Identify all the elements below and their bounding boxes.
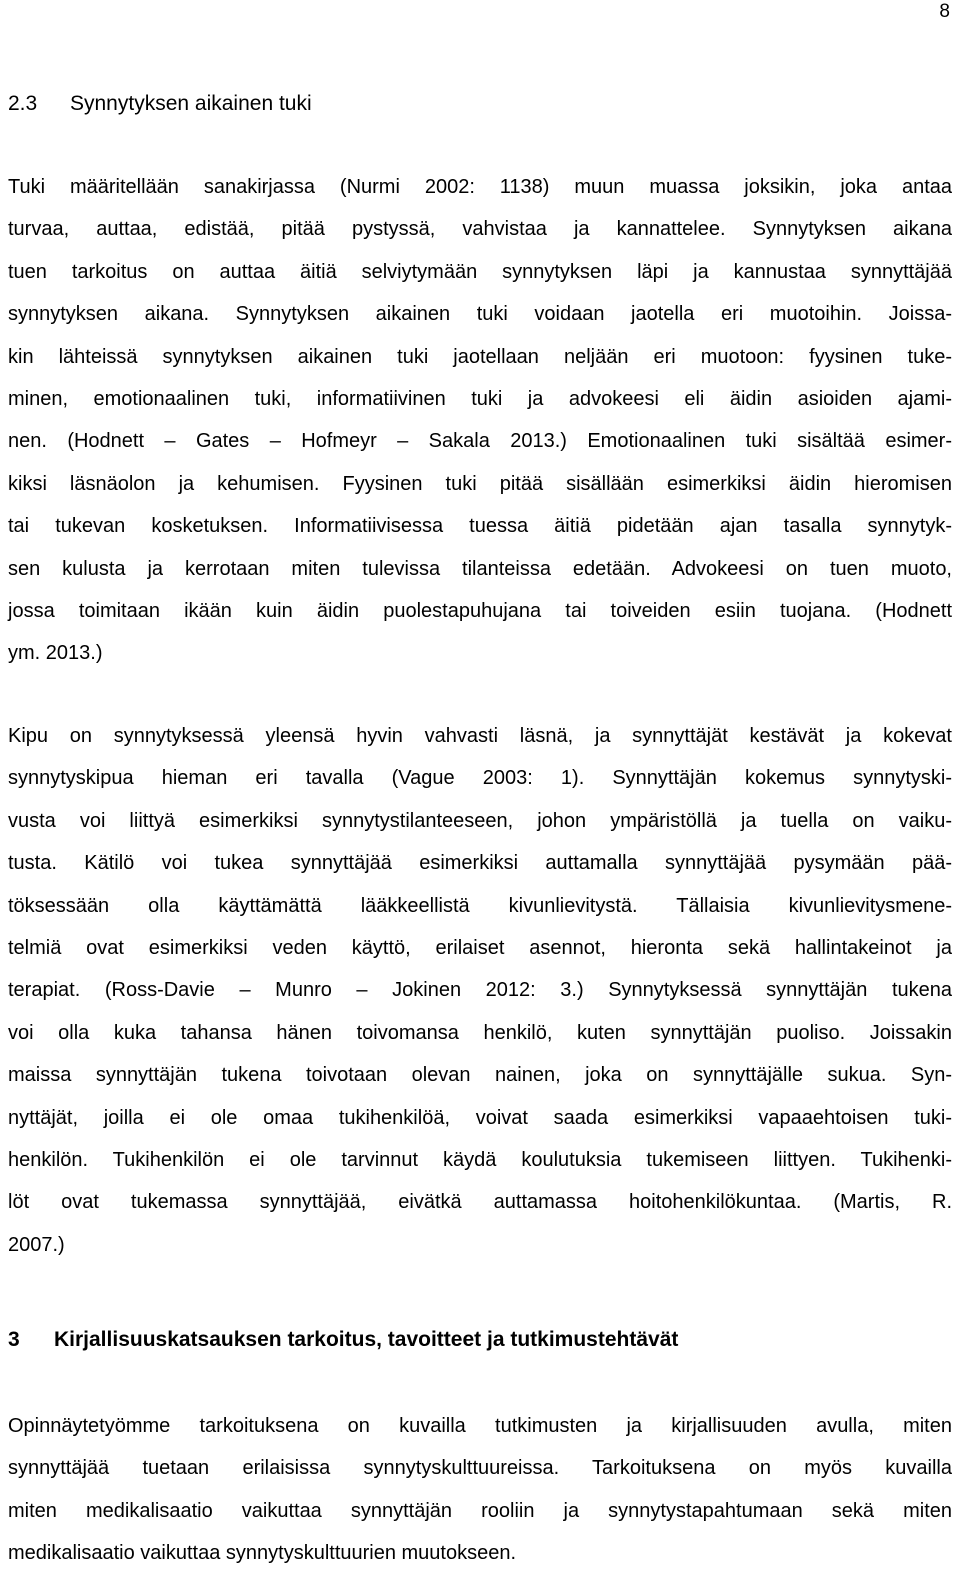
text-line: 2007.): [8, 1233, 65, 1256]
text-line: turvaa, auttaa, edistää, pitää pystyssä, vahvistaa ja kannattelee. Synnytyksen aikana: [8, 218, 952, 241]
text-line: kin lähteissä synnytyksen aikainen tuki jaotellaan neljään eri muotoon: fyysinen tuke-: [8, 345, 952, 368]
page-number: 8: [939, 1, 950, 22]
text-line: nyttäjät, joilla ei ole omaa tukihenkilöä, voivat saada esimerkiksi vapaaehtoisen tuki-: [8, 1106, 952, 1129]
text-line: synnyttäjää tuetaan erilaisissa synnytyskulttuureissa. Tarkoituksena on myös kuvailla: [8, 1457, 952, 1480]
text-line: tuen tarkoitus on auttaa äitiä selviytymään synnytyksen läpi ja kannustaa synnyttäjää: [8, 260, 952, 283]
text-line: nen. (Hodnett – Gates – Hofmeyr – Sakala 2013.) Emotionaalinen tuki sisältää esimer-: [8, 430, 952, 453]
text-line: kiksi läsnäolon ja kehumisen. Fyysinen tuki pitää sisällään esimerkiksi äidin hieromisen: [8, 472, 952, 495]
paragraph-support-definition: [8, 166, 952, 675]
text-line: jossa toimitaan ikään kuin äidin puolestapuhujana tai toiveiden esiin tuojana. (Hodnett: [8, 599, 952, 622]
section-number: 3: [8, 1328, 20, 1351]
text-line: telmiä ovat esimerkiksi veden käyttö, erilaiset asennot, hieronta sekä hallintakeinot ja: [8, 936, 952, 959]
text-line: voi olla kuka tahansa hänen toivomansa henkilö, kuten synnyttäjän puoliso. Joissakin: [8, 1021, 952, 1044]
section-title: Kirjallisuuskatsauksen tarkoitus, tavoitteet ja tutkimustehtävät: [54, 1328, 679, 1351]
text-line: terapiat. (Ross-Davie – Munro – Jokinen 2012: 3.) Synnytyksessä synnyttäjän tukena: [8, 979, 952, 1002]
section-title: Synnytyksen aikainen tuki: [70, 92, 312, 115]
text-line: Opinnäytetyömme tarkoituksena on kuvailla tutkimusten ja kirjallisuuden avulla, miten: [8, 1415, 952, 1437]
text-line: medikalisaatio vaikuttaa synnytyskulttuurien muutokseen.: [8, 1542, 517, 1565]
text-line: tai tukevan kosketuksen. Informatiivisessa tuessa äitiä pidetään ajan tasalla synnytyk-: [8, 515, 952, 538]
text-line: töksessään olla käyttämättä lääkkeellistä kivunlievitystä. Tällaisia kivunlievitysmene-: [8, 894, 952, 917]
section-heading-3: [8, 1326, 948, 1354]
text-line: minen, emotionaalinen tuki, informatiivinen tuki ja advokeesi eli äidin asioiden ajami-: [8, 387, 952, 410]
text-line: ym. 2013.): [8, 642, 103, 665]
text-line: Tuki määritellään sanakirjassa (Nurmi 2002: 1138) muun muassa joksikin, joka antaa: [8, 176, 952, 198]
text-line: henkilön. Tukihenkilön ei ole tarvinnut käydä koulutuksia tukemiseen liittyen. Tukihenki-: [8, 1148, 952, 1171]
text-line: synnytyskipua hieman eri tavalla (Vague 2003: 1). Synnyttäjän kokemus synnytyski-: [8, 767, 952, 790]
section-number: 2.3: [8, 92, 38, 115]
paragraph-pain-and-support: [8, 715, 952, 1266]
text-line: miten medikalisaatio vaikuttaa synnyttäjän rooliin ja synnytystapahtumaan sekä miten: [8, 1499, 952, 1522]
text-line: tusta. Kätilö voi tukea synnyttäjää esimerkiksi auttamalla synnyttäjää pysymään pää-: [8, 852, 952, 875]
text-line: sen kulusta ja kerrotaan miten tulevissa tilanteissa edetään. Advokeesi on tuen muoto,: [8, 557, 952, 580]
text-line: vusta voi liittyä esimerkiksi synnytystilanteeseen, johon ympäristöllä ja tuella on vaiku-: [8, 809, 952, 832]
section-heading-2-3: [8, 90, 948, 118]
text-line: löt ovat tukemassa synnyttäjää, eivätkä auttamassa hoitohenkilökuntaa. (Martis, R.: [8, 1191, 952, 1214]
text-line: Kipu on synnytyksessä yleensä hyvin vahvasti läsnä, ja synnyttäjät kestävät ja kokevat: [8, 725, 952, 747]
text-line: maissa synnyttäjän tukena toivotaan olevan nainen, joka on synnyttäjälle sukua. Syn-: [8, 1064, 952, 1087]
text-line: synnytyksen aikana. Synnytyksen aikainen tuki voidaan jaotella eri muotoihin. Joissa-: [8, 303, 952, 326]
paragraph-thesis-purpose: [8, 1405, 952, 1575]
